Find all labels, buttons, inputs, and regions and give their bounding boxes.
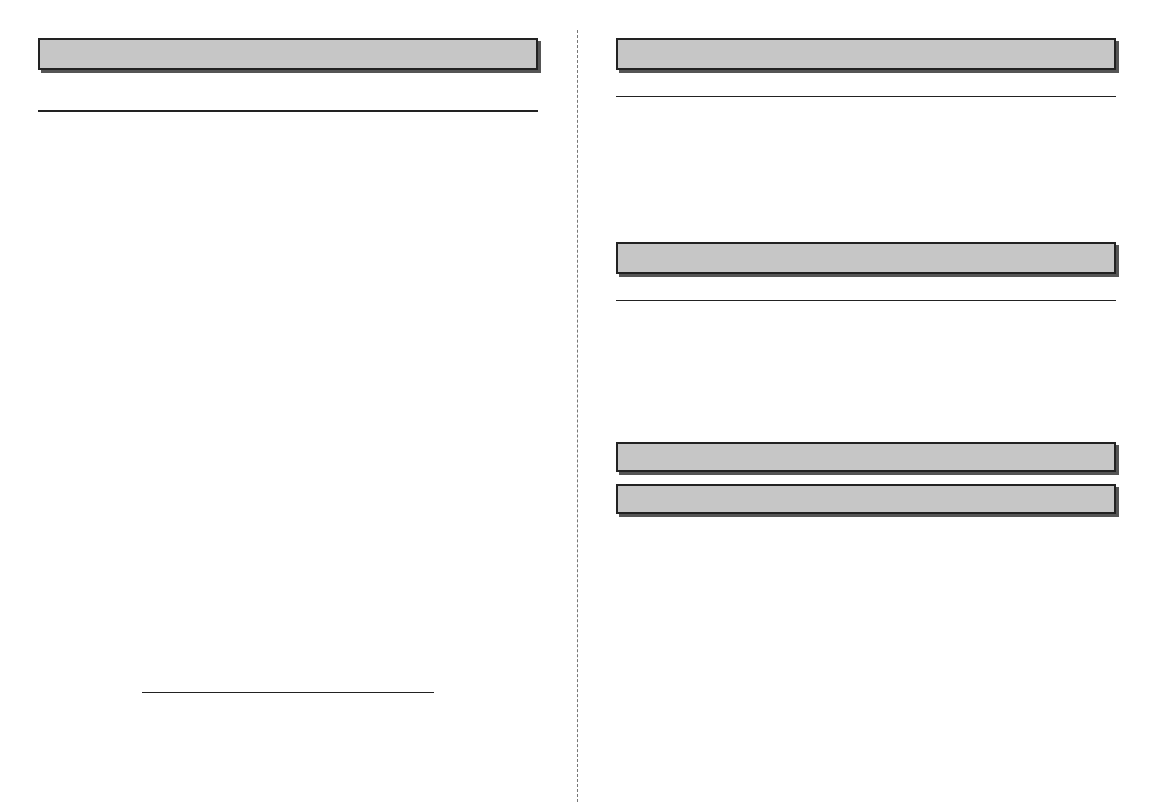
wednesday-header [616, 282, 1116, 301]
praise-header [616, 78, 1116, 97]
page-divider [577, 30, 578, 802]
wednesday-banner [616, 242, 1116, 274]
weekly-report-banner [616, 484, 1116, 514]
sunday-worship-header [38, 90, 538, 112]
sunday-worship-banner [38, 38, 538, 70]
offering-underline [142, 692, 434, 694]
praise-worship-banner [616, 38, 1116, 70]
dawn-prayer-banner [616, 442, 1116, 472]
